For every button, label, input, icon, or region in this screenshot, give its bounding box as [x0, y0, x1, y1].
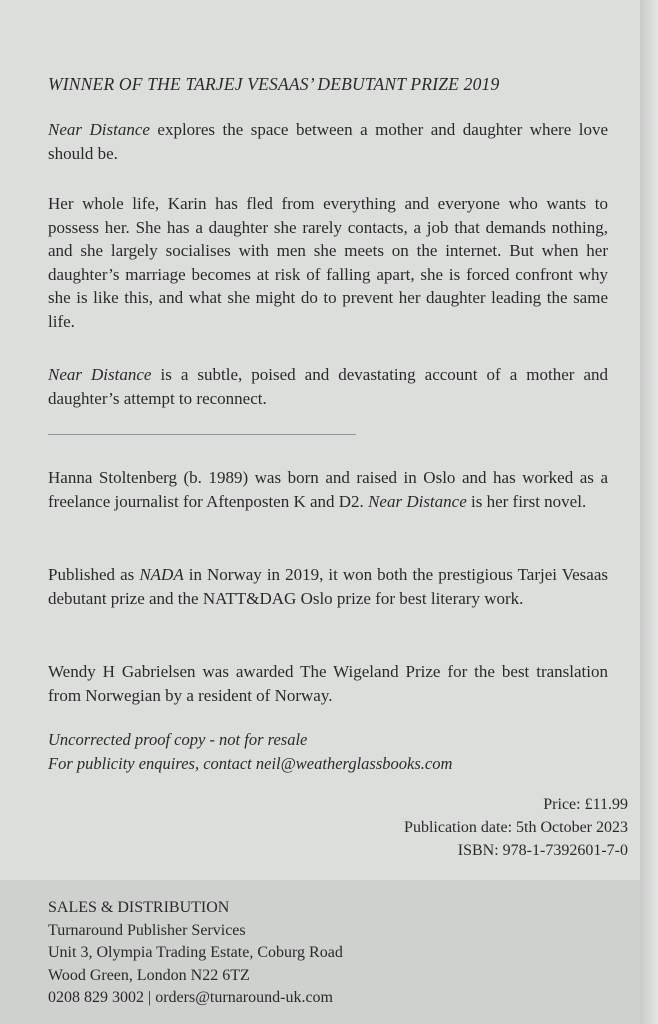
proof-notice — [48, 728, 452, 776]
publication-history — [48, 563, 608, 610]
price: Price: £11.99 — [543, 796, 628, 813]
sales-heading: SALES & DISTRIBUTION — [48, 899, 230, 916]
sales-distribution — [48, 897, 343, 1010]
cover-edge — [640, 0, 658, 1024]
book-title: Near Distance — [48, 120, 150, 139]
distributor-name: Turnaround Publisher Services — [48, 921, 246, 939]
isbn: ISBN: 978-1-7392601-7-0 — [457, 842, 628, 859]
proof-line: Uncorrected proof copy - not for resale — [48, 730, 308, 749]
book-title: Near Distance — [368, 491, 467, 511]
author-bio — [48, 466, 608, 513]
divider — [48, 434, 356, 435]
bio-text: in Norway in 2019, it won both the prestigious Tarjei Vesaas debutant prize and the NATT&DAG Oslo prize for best literary work. — [48, 565, 608, 608]
bio-text: Published as — [48, 565, 140, 584]
address-line: Unit 3, Olympia Trading Estate, Coburg Road — [48, 944, 343, 961]
original-title: NADA — [139, 565, 184, 584]
blurb-paragraph-2 — [48, 192, 608, 333]
book-title: Near Distance — [48, 365, 152, 384]
address-line: Wood Green, London N22 6TZ — [48, 966, 250, 984]
bio-text: Wendy H Gabrielsen was awarded The Wigeland Prize for the best translation from Norwegian by a resident of Norway. — [48, 662, 608, 705]
bio-text: Hanna Stoltenberg (b. 1989) was born and raised in Oslo and has worked as a freelance journalist for Aftenposten K and D2. — [48, 468, 608, 511]
bio-text: is her first novel. — [466, 491, 587, 511]
blurb-paragraph-3 — [48, 363, 608, 410]
contact-line: 0208 829 3002 | orders@turnaround-uk.com — [48, 989, 333, 1006]
blurb-text: Her whole life, Karin has fled from everything and everyone who wants to possess her. She has a daughter she rarely contacts, a job that demands nothing, and she largely socialises with men she meets on the internet. But when her daughter’s marriage becomes at risk of falling apart, she is forced confront why she is like this, and what she might do to prevent her daughter leading the same life. — [48, 194, 608, 331]
blurb-text: explores the space between a mother and daughter where love should be. — [48, 120, 609, 163]
blurb-text: is a subtle, poised and devastating account of a mother and daughter’s attempt to reconnect. — [48, 365, 608, 408]
translator-note — [48, 660, 608, 707]
book-metadata — [404, 793, 628, 862]
publicity-line: For publicity enquires, contact neil@weatherglassbooks.com — [48, 754, 453, 773]
publication-date: Publication date: 5th October 2023 — [404, 819, 628, 836]
award-headline: WINNER OF THE TARJEJ VESAAS’ DEBUTANT PRIZE 2019 — [48, 74, 500, 94]
blurb-paragraph-1 — [48, 118, 608, 165]
